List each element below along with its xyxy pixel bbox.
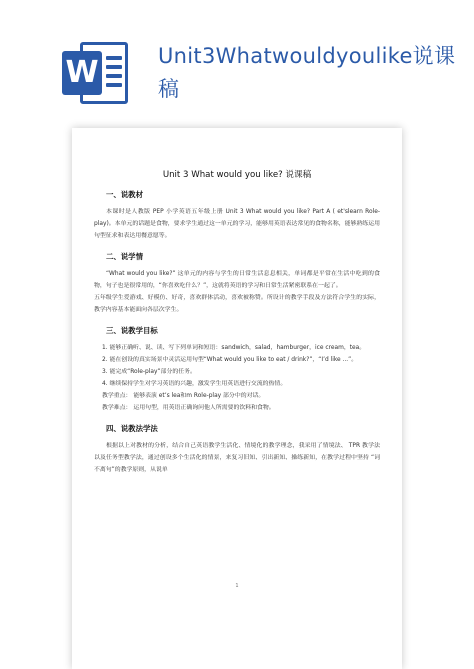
paragraph: “What would you like?” 这单元的内容与学生的日常生活息息相关，单词都是平常在生活中吃到的食物，句子也是很常用的，“你喜欢吃什么？”，这就将英语的学习和日常生活紧密联系在一起了。 [94,271,380,289]
paragraph: 根据以上对教材的分析，结合自己英语教学生活化、情境化的教学理念，我采用了情境法、 TPR 教学法以及任务型教学法，通过创设多个生活化的情景，来复习旧知、引出新知、操练新知，在教学过程中坚持 “词不离句”的教学原则，从说单 [94,443,380,473]
section-heading-methods: 四、说教法学法 [106,424,158,433]
objective-item: 1. 能够正确听、说、读、写下列单词和短语：sandwich，salad，hamburger，ice cream，tea。 [102,345,366,351]
paragraph: 五年级学生爱游戏、好模仿、好奇，喜欢群体活动，喜欢被称赞。所设计的教学手段及方法符合学生的实际，教学内容基本能面向各层次学生。 [94,295,380,313]
page-number: 1 [235,583,239,589]
objective-item: 2. 能在创设的真实场景中灵活运用句型“What would you like to eat / drink?”，“I’d like ...”。 [102,357,358,363]
section-heading-materials: 一、说教材 [106,190,143,199]
word-icon-line [106,56,122,60]
objective-item: 3. 能完成“Role-play”部分的任务。 [102,369,196,375]
page-title: Unit 3 What would you like? 说课稿 [162,170,312,180]
word-icon-line [106,83,122,87]
section-heading-students: 二、说学情 [106,252,143,261]
word-document-icon [62,42,128,104]
document-page [72,128,402,669]
objective-item: 4. 继续保持学生对学习英语的兴趣，激发学生用英语进行交流的热情。 [102,381,287,387]
section-heading-objectives: 三、说教学目标 [106,326,158,335]
key-point: 教学重点： 能够表演 et’s lea和m Role-play 部分中的对话。 [102,393,265,399]
word-icon-line [106,74,122,78]
document-title: Unit3Whatwouldyoulike说课稿 [158,44,456,101]
document-header [0,0,474,125]
word-icon-line [106,65,122,69]
word-logo-letter: W [62,51,102,95]
paragraph: 本课时是人教版 PEP 小学英语五年级上册 Unit 3 What would you like? Part A ( et'slearn Role-play)。本单元的话题是食物，要求学生通过这一单元的学习，能够用英语表达常见的食物名称，能够熟练运用句型征求和表达用餐意愿等。 [94,209,380,239]
difficult-point: 教学难点： 运用句型，用英语正确询问他人所需要的饮料和食物。 [102,405,275,411]
